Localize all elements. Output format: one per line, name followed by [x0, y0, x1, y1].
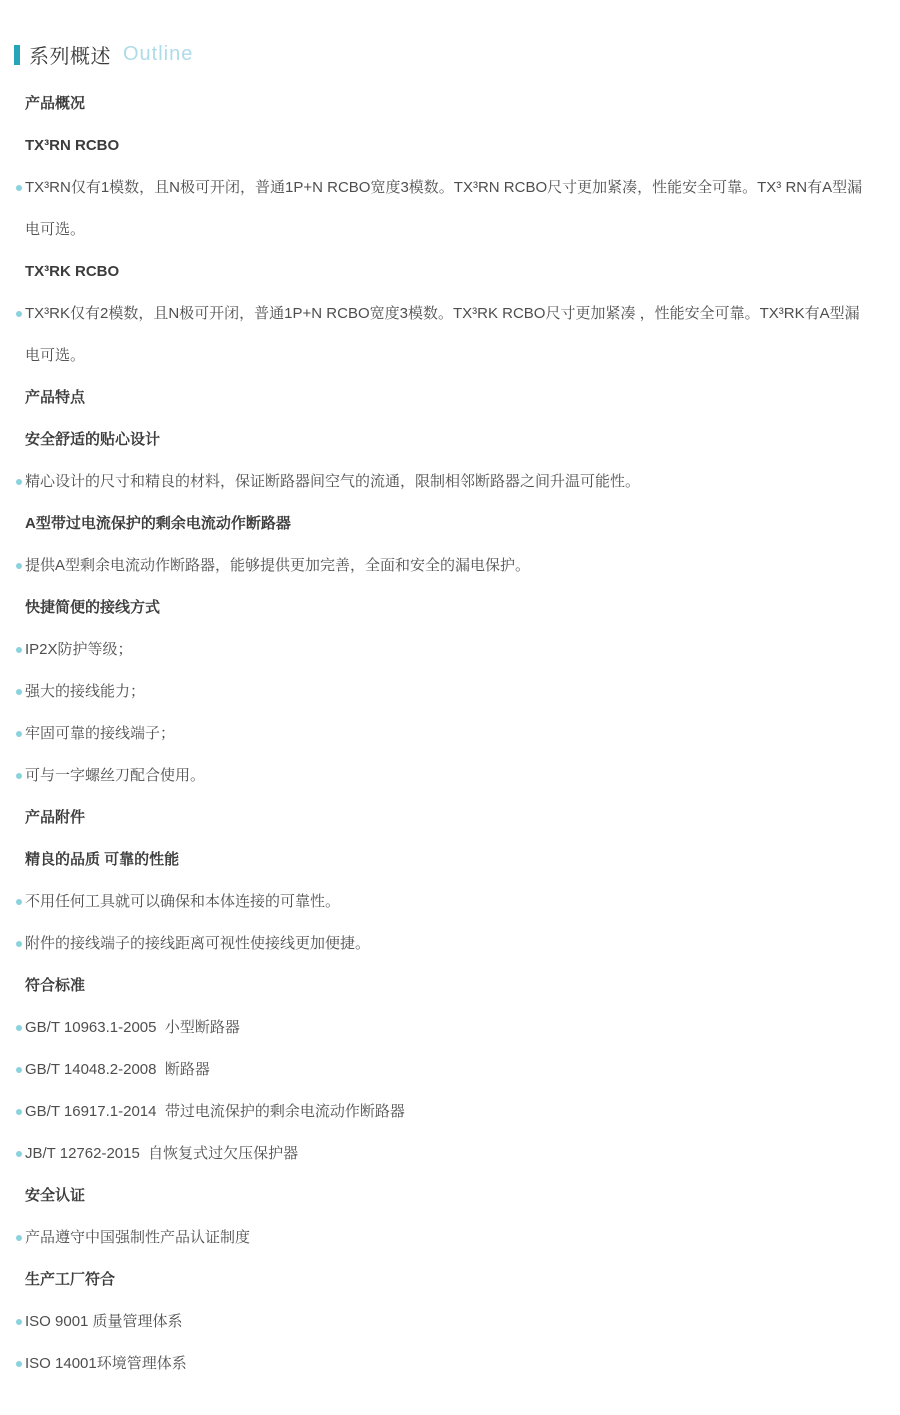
- bullet-item: ISO 9001 质量管理体系: [16, 1301, 868, 1343]
- bullet-item: 精心设计的尺寸和精良的材料，保证断路器间空气的流通，限制相邻断路器之间升温可能性。: [16, 461, 868, 503]
- section-heading: 安全认证: [25, 1187, 86, 1204]
- section-header: [14, 40, 900, 69]
- bullet-item: 可与一字螺丝刀配合使用。: [16, 755, 868, 797]
- bullet-item: 产品遵守中国强制性产品认证制度: [16, 1217, 868, 1259]
- content-area: [0, 83, 900, 1415]
- bullet-item: IP2X防护等级；: [16, 629, 868, 671]
- page-title: 系列概述: [29, 46, 111, 68]
- bullet-item: 不用任何工具就可以确保和本体连接的可靠性。: [16, 881, 868, 923]
- bullet-dot-icon: [16, 689, 22, 695]
- bullet-dot-icon: [16, 899, 22, 905]
- section-heading: TX³RN RCBO: [25, 137, 120, 154]
- bullet-item: 提供A型剩余电流动作断路器，能够提供更加完善，全面和安全的漏电保护。: [16, 545, 868, 587]
- bullet-item: 强大的接线能力；: [16, 671, 868, 713]
- section-heading: TX³RK RCBO: [25, 263, 120, 280]
- bullet-dot-icon: [16, 1025, 22, 1031]
- bullet-dot-icon: [16, 1235, 22, 1241]
- bullet-item: 牢固可靠的接线端子；: [16, 713, 868, 755]
- section-heading: 精良的品质 可靠的性能: [25, 851, 180, 868]
- bullet-dot-icon: [16, 1361, 22, 1367]
- bullet-dot-icon: [16, 1151, 22, 1157]
- section-heading: 符合标准: [25, 977, 86, 994]
- bullet-item: 附件的接线端子的接线距离可视性使接线更加便捷。: [16, 923, 868, 965]
- bullet-dot-icon: [16, 479, 22, 485]
- bullet-item: GB/T 14048.2-2008 断路器: [16, 1049, 868, 1091]
- bullet-dot-icon: [16, 1067, 22, 1073]
- bullet-item: GB/T 10963.1-2005 小型断路器: [16, 1007, 868, 1049]
- bullet-dot-icon: [16, 1109, 22, 1115]
- accent-bar: [14, 45, 20, 65]
- bullet-dot-icon: [16, 647, 22, 653]
- bullet-dot-icon: [16, 311, 22, 317]
- bullet-item: GB/T 16917.1-2014 带过电流保护的剩余电流动作断路器: [16, 1091, 868, 1133]
- section-heading: 产品概况: [25, 95, 86, 112]
- section-heading: 安全舒适的贴心设计: [25, 431, 161, 448]
- bullet-dot-icon: [16, 941, 22, 947]
- page-title-en: Outline: [123, 43, 194, 65]
- bullet-item: TX³RN仅有1模数，且N极可开闭，普通1P+N RCBO宽度3模数。TX³RN RCBO尺寸更加紧凑，性能安全可靠。TX³ RN有A型漏电可选。: [16, 167, 868, 251]
- section-heading: 产品附件: [25, 809, 86, 826]
- section-heading: 快捷简便的接线方式: [25, 599, 161, 616]
- bullet-dot-icon: [16, 773, 22, 779]
- bullet-item: TX³RK仅有2模数，且N极可开闭，普通1P+N RCBO宽度3模数。TX³RK RCBO尺寸更加紧凑 ，性能安全可靠。TX³RK有A型漏电可选。: [16, 293, 868, 377]
- section-heading: 产品特点: [25, 389, 86, 406]
- bullet-dot-icon: [16, 563, 22, 569]
- bullet-dot-icon: [16, 185, 22, 191]
- bullet-item: JB/T 12762-2015 自恢复式过欠压保护器: [16, 1133, 868, 1175]
- bullet-dot-icon: [16, 1319, 22, 1325]
- bullet-dot-icon: [16, 731, 22, 737]
- section-heading: A型带过电流保护的剩余电流动作断路器: [25, 515, 291, 532]
- section-heading: 生产工厂符合: [25, 1271, 116, 1288]
- bullet-item: ISO 14001环境管理体系: [16, 1343, 868, 1385]
